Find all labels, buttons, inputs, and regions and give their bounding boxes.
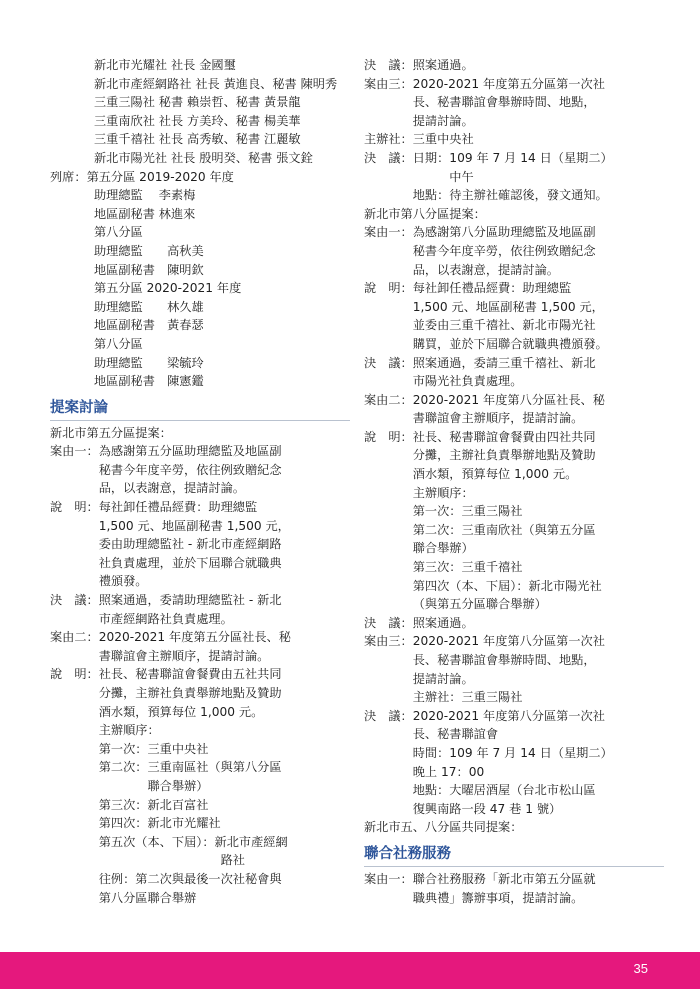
- left-column: [50, 56, 350, 907]
- entry-label: 案由一：: [364, 871, 413, 886]
- document-entry: [50, 665, 350, 907]
- document-entry: [50, 112, 350, 131]
- entry-text-line: 提請討論。: [412, 113, 474, 128]
- document-entry: [364, 56, 664, 75]
- document-entry: [364, 428, 664, 614]
- entry-text-line: 地區副秘書 黃春瑟: [94, 318, 204, 333]
- entry-text-line: 第八分區: [94, 225, 143, 240]
- entry-text-line: 時間：109 年 7 月 14 日（星期二）: [412, 745, 613, 760]
- document-entry: [364, 707, 664, 819]
- entry-text-line: 第五分區 2019-2020 年度: [86, 169, 234, 184]
- entry-text-line: 新北市光耀社 社長 金國璽: [94, 58, 236, 72]
- document-entry: [50, 279, 350, 298]
- document-entry: [50, 130, 350, 149]
- entry-text-line: 每社卸任禮品經費：助理總監: [412, 281, 572, 296]
- entry-text-line: 新北市第五分區提案：: [50, 425, 172, 440]
- entry-text-line: 第二次：三重南區社（與第八分區: [98, 760, 282, 775]
- entry-text-line: 社負責處理，並於下屆聯合就職典: [98, 555, 282, 570]
- entry-text-line: 秘書今年度辛勞，依往例致贈紀念: [412, 243, 596, 258]
- entry-text-line: 照案通過。: [412, 58, 474, 72]
- entry-text-line: 主辦順序：: [98, 723, 160, 738]
- entry-label: 決 議：: [364, 150, 413, 165]
- entry-label: 說 明：: [364, 429, 413, 444]
- document-entry: [50, 424, 350, 443]
- entry-text-line: 地點：大曜居酒屋（台北市松山區: [412, 783, 596, 798]
- document-entry: [50, 186, 350, 205]
- entry-text-line: 第五次（本、下屆）：新北市產經網: [98, 834, 288, 849]
- document-entry: [50, 56, 350, 75]
- entry-text-line: 第三次：三重千禧社: [412, 560, 523, 575]
- entry-label: 案由一：: [364, 225, 413, 240]
- entry-text-line: 晚上 17：00: [412, 764, 485, 779]
- document-entry: [364, 130, 664, 149]
- entry-text-line: 新北市產經網路社 社長 黃進良、秘書 陳明秀: [94, 76, 338, 91]
- entry-text-line: 助理總監 梁毓玲: [94, 355, 204, 370]
- entry-text-line: 1,500 元、地區副秘書 1,500 元，: [98, 518, 290, 533]
- entry-text-line: 為感謝第五分區助理總監及地區副: [98, 444, 282, 459]
- document-entry: [364, 223, 664, 279]
- entry-text-line: 地區副秘書 陳明欽: [94, 262, 204, 277]
- entry-text-line: 第四次（本、下屆）：新北市陽光社: [412, 578, 602, 593]
- entry-text-line: 2020-2021 年度第五分區社長、秘: [98, 630, 291, 645]
- document-entry: [50, 205, 350, 224]
- entry-text-line: 三重中央社: [412, 132, 474, 147]
- entry-text-line: 社長、秘書聯誼會餐費由四社共同: [412, 429, 596, 444]
- footer-band: [0, 952, 700, 989]
- entry-text-line: 照案通過，委請三重千禧社、新北: [412, 355, 596, 370]
- entry-label: 案由二：: [50, 630, 99, 645]
- entry-text-line: 2020-2021 年度第八分區第一次社: [412, 708, 605, 723]
- document-entry: [50, 316, 350, 335]
- entry-text-line: 照案通過，委請助理總監社 - 新北: [98, 593, 282, 608]
- document-entry: [364, 279, 664, 353]
- document-entry: [50, 242, 350, 261]
- entry-label: 決 議：: [364, 708, 413, 723]
- entry-text-line: 第一次：三重中央社: [98, 741, 209, 756]
- document-entry: [50, 93, 350, 112]
- document-entry: [50, 498, 350, 591]
- entry-text-line: 聯合舉辦）: [412, 541, 474, 556]
- document-entry: [364, 632, 664, 706]
- document-entry: [50, 335, 350, 354]
- entry-label: 說 明：: [50, 500, 99, 515]
- document-entry: [364, 75, 664, 131]
- entry-label: 決 議：: [364, 58, 413, 72]
- document-entry: [364, 354, 664, 391]
- document-entry: [364, 614, 664, 633]
- section-heading: 聯合社務服務: [364, 844, 664, 867]
- document-entry: [50, 591, 350, 628]
- entry-text-line: 分攤，主辦社負責舉辦地點及贊助: [412, 448, 596, 463]
- entry-text-line: 聯合社務服務「新北市第五分區就: [412, 871, 596, 886]
- entry-text-line: （與第五分區聯合舉辦）: [412, 597, 547, 612]
- entry-text-line: 秘書今年度辛勞，依往例致贈紀念: [98, 462, 282, 477]
- entry-text-line: 第四次：新北市光耀社: [98, 816, 221, 831]
- document-entry: [50, 354, 350, 373]
- entry-text-line: 品，以表謝意，提請討論。: [98, 481, 245, 496]
- document-entry: [50, 261, 350, 280]
- entry-text-line: 第二次：三重南欣社（與第五分區: [412, 522, 596, 537]
- entry-text-line: 酒水類，預算每位 1,000 元。: [412, 467, 578, 482]
- entry-text-line: 三重南欣社 社長 方美玲、秘書 楊美華: [94, 113, 301, 128]
- entry-text-line: 社長、秘書聯誼會餐費由五社共同: [98, 667, 282, 682]
- entry-text-line: 分攤，主辦社負責舉辦地點及贊助: [98, 686, 282, 700]
- document-entry: [364, 205, 664, 224]
- entry-label: 決 議：: [364, 355, 413, 370]
- document-entry: [50, 168, 350, 187]
- entry-text-line: 市產經網路社負責處理。: [98, 611, 233, 626]
- entry-text-line: 新北市陽光社 社長 殷明癸、秘書 張文銓: [94, 150, 313, 165]
- entry-text-line: 第一次：三重三陽社: [412, 504, 523, 519]
- document-entry: [364, 149, 664, 205]
- entry-text-line: 書聯誼會主辦順序，提請討論。: [98, 648, 270, 663]
- entry-text-line: 禮頒發。: [98, 574, 148, 589]
- entry-text-line: 新北市五、八分區共同提案：: [364, 820, 523, 835]
- entry-text-line: 地區副秘書 林進來: [94, 206, 196, 221]
- entry-text-line: 1,500 元、地區副秘書 1,500 元，: [412, 299, 604, 314]
- document-entry: [364, 391, 664, 428]
- entry-label: 列席：: [50, 169, 87, 184]
- entry-text-line: 書聯誼會主辦順序，提請討論。: [412, 411, 584, 426]
- entry-label: 決 議：: [364, 615, 413, 630]
- entry-text-line: 第八分區聯合舉辦: [98, 890, 197, 905]
- document-entry: [50, 223, 350, 242]
- entry-text-line: 購買，並於下屆聯合就職典禮頒發。: [412, 336, 608, 351]
- document-entry: [50, 298, 350, 317]
- entry-text-line: 主辦順序：: [412, 485, 474, 500]
- entry-text-line: 三重千禧社 社長 高秀敏、秘書 江麗敏: [94, 132, 301, 147]
- entry-text-line: 日期：109 年 7 月 14 日（星期二）: [412, 150, 613, 165]
- entry-text-line: 職典禮」籌辦事項，提請討論。: [412, 890, 584, 905]
- document-entry: [50, 442, 350, 498]
- entry-text-line: 長、秘書聯誼會: [412, 727, 499, 742]
- entry-text-line: 第八分區: [94, 336, 143, 351]
- entry-text-line: 第五分區 2020-2021 年度: [94, 281, 242, 296]
- entry-label: 案由一：: [50, 444, 99, 459]
- entry-label: 案由三：: [364, 634, 413, 649]
- page-number: 35: [633, 961, 648, 976]
- entry-text-line: 市陽光社負責處理。: [412, 374, 523, 389]
- entry-text-line: 路社: [98, 853, 245, 868]
- entry-text-line: 長、秘書聯誼會舉辦時間、地點，: [412, 653, 596, 667]
- document-entry: [50, 149, 350, 168]
- entry-text-line: 提請討論。: [412, 671, 474, 686]
- entry-text-line: 新北市第八分區提案：: [364, 206, 486, 221]
- entry-text-line: 照案通過。: [412, 615, 474, 630]
- entry-text-line: 復興南路一段 47 巷 1 號）: [412, 801, 562, 816]
- document-entry: [50, 372, 350, 391]
- entry-text-line: 主辦社：三重三陽社: [412, 690, 523, 705]
- entry-label: 決 議：: [50, 593, 99, 608]
- entry-text-line: 並委由三重千禧社、新北市陽光社: [412, 318, 596, 333]
- entry-label: 說 明：: [50, 667, 99, 682]
- entry-label: 主辦社：: [364, 132, 413, 147]
- entry-text-line: 為感謝第八分區助理總監及地區副: [412, 225, 596, 240]
- entry-text-line: 地點：待主辦社確認後，發文通知。: [412, 188, 608, 203]
- entry-text-line: 助理總監 李素梅: [94, 188, 196, 203]
- entry-text-line: 2020-2021 年度第五分區第一次社: [412, 76, 605, 91]
- entry-text-line: 助理總監 林久雄: [94, 299, 204, 314]
- entry-text-line: 品，以表謝意，提請討論。: [412, 262, 559, 277]
- entry-text-line: 酒水類，預算每位 1,000 元。: [98, 704, 264, 719]
- entry-text-line: 2020-2021 年度第八分區社長、秘: [412, 392, 605, 407]
- document-entry: [50, 75, 350, 94]
- entry-text-line: 中午: [412, 169, 474, 184]
- entry-text-line: 往例：第二次與最後一次社秘會與: [98, 871, 282, 886]
- entry-label: 案由三：: [364, 76, 413, 91]
- entry-text-line: 長、秘書聯誼會舉辦時間、地點，: [412, 95, 596, 110]
- right-column: [364, 56, 664, 907]
- document-entry: [364, 818, 664, 837]
- entry-text-line: 地區副秘書 陳憲鑑: [94, 374, 204, 389]
- document-entry: [364, 870, 664, 907]
- entry-label: 案由二：: [364, 392, 413, 407]
- entry-text-line: 聯合舉辦）: [98, 778, 209, 793]
- entry-text-line: 第三次：新北百富社: [98, 797, 209, 812]
- entry-text-line: 助理總監 高秋美: [94, 243, 204, 258]
- section-heading: 提案討論: [50, 398, 350, 421]
- document-entry: [50, 628, 350, 665]
- entry-text-line: 2020-2021 年度第八分區第一次社: [412, 634, 605, 649]
- entry-text-line: 委由助理總監社 - 新北市產經網路: [98, 537, 282, 552]
- entry-text-line: 三重三陽社 秘書 賴崇哲、秘書 黃景龍: [94, 95, 301, 110]
- entry-label: 說 明：: [364, 281, 413, 296]
- entry-text-line: 每社卸任禮品經費：助理總監: [98, 500, 258, 515]
